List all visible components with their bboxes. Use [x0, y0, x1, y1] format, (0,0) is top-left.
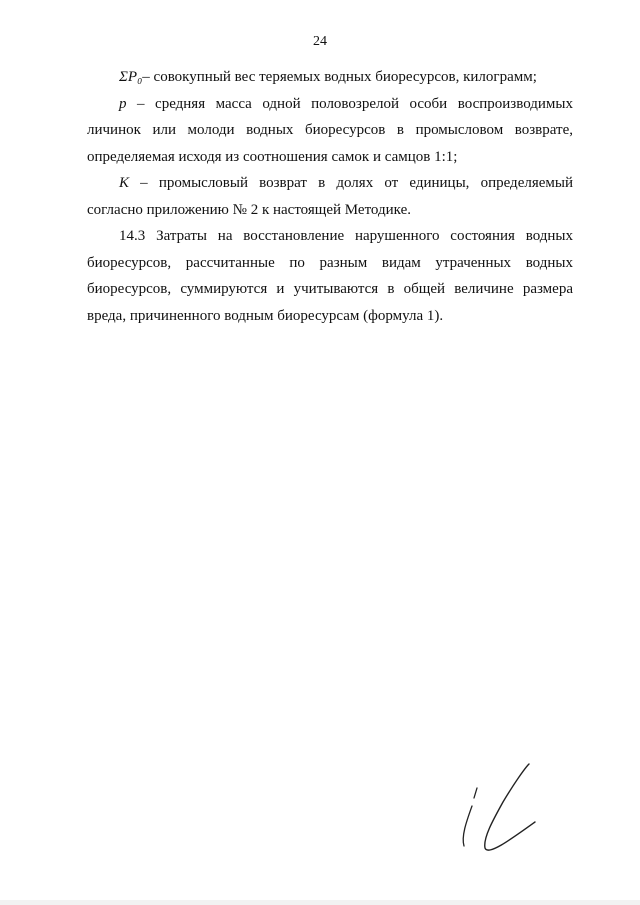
paragraph-text: – совокупный вес теряемых водных биоресурсов, килограмм;	[142, 69, 537, 85]
paragraph-k-definition	[87, 170, 573, 223]
signature-stroke-short	[463, 788, 477, 846]
formula-symbol-p: p	[119, 95, 127, 112]
paragraph-text: – промысловый возврат в долях от единицы, определяемый согласно приложению № 2 к настоящей Методике.	[87, 175, 573, 218]
formula-symbol-k: K	[119, 175, 130, 191]
paragraph-text: 14.3 Затраты на восстановление нарушенного состояния водных биоресурсов, рассчитанные по разным видам утраченных водных биоресурсов, суммируются и учитываются в общей величине размера вреда, причиненного водным биоресурсам (формула 1).	[87, 228, 573, 324]
paragraph-p-definition	[87, 91, 573, 171]
handwritten-signature	[455, 760, 545, 855]
scan-bottom-edge	[0, 900, 640, 905]
page-number: 24	[313, 34, 327, 49]
paragraph-sum-p0-definition	[87, 64, 573, 91]
signature-stroke-main	[485, 764, 535, 850]
formula-symbol-sum-p0: ΣP₀	[119, 69, 143, 85]
document-body	[87, 64, 573, 329]
paragraph-text: – средняя масса одной половозрелой особи воспроизводимых личинок или молоди водных биоресурсов в промысловом возврате, определяемая исходя из соотношения самок и самцов 1:1;	[87, 95, 573, 165]
paragraph-14-3	[87, 223, 573, 329]
